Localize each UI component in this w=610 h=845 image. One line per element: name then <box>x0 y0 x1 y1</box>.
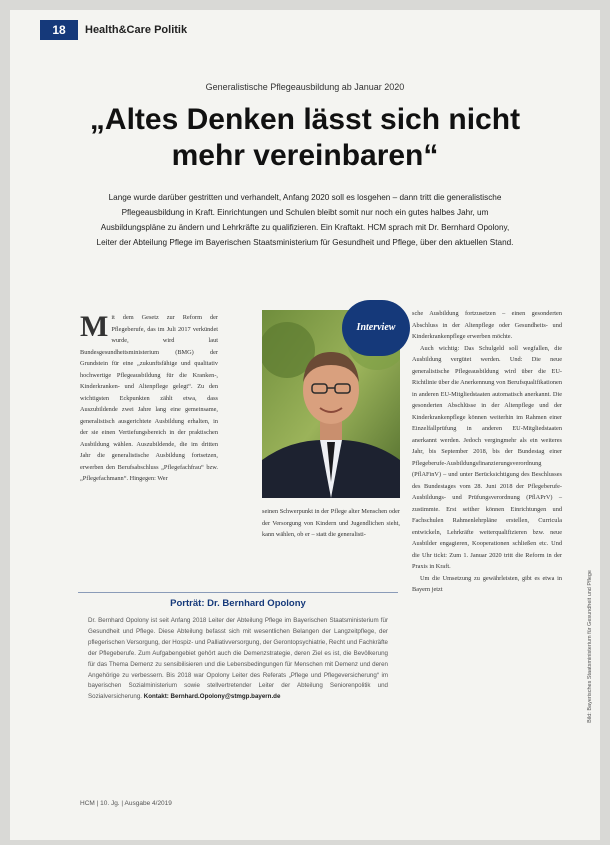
interview-badge: Interview <box>342 300 410 356</box>
article-lead: Lange wurde darüber gestritten und verhandelt, Anfang 2020 soll es losgehen – dann tritt die generalistische Pflegeausbildung in Kraft. Einrichtungen und Schulen bleibt somit nur noch ein gutes halbes Jahr, um Ausbildungspläne zu ändern und Lehrkräfte zu qualifizieren. Ein Kraftakt. HCM sprach mit Dr. Bernhard Opolony, Leiter der Abteilung Pflege im Bayerischen Staatsministerium für Gesundheit und Pflege, über den aktuellen Stand. <box>96 193 514 247</box>
column-3-paragraph: sche Ausbildung fortzusetzen – einen gesonderten Abschluss in der Altenpflege oder Gesundheits- und Kinderkrankenpflege erwerben möchte. <box>412 310 562 340</box>
body-column-3 <box>412 308 562 596</box>
body-column-2: seinen Schwerpunkt in der Pflege alter Menschen oder der Versorgung von Kindern und Jugendlichen sieht, kann wählen, ob er – statt die generalisti- <box>262 508 400 538</box>
portrait-title: Porträt: Dr. Bernhard Opolony <box>170 598 306 609</box>
portrait-text <box>88 616 388 703</box>
photo-credit: Bild: Bayerisches Staatsministerium für Gesundheit und Pflege <box>587 570 593 723</box>
magazine-page <box>10 10 600 840</box>
page-footer: HCM | 10. Jg. | Ausgabe 4/2019 <box>80 800 172 807</box>
drop-cap: M <box>80 310 109 343</box>
article-headline: „Altes Denken lässt sich nicht mehr vereinbaren“ <box>89 103 521 172</box>
page-header <box>10 10 600 42</box>
section-title: Health&Care Politik <box>85 24 188 36</box>
column-3-paragraph: Auch wichtig: Das Schulgeld soll wegfallen, die Ausbildung vergütet werden. Und: Die neue generalistische Pflegeausbildung wird über die EU-Richtlinie über die Anerkennung von Berufsqualifikationen in anderen EU-Mitgliedstaaten automatisch anerkannt. Die gesonderten Abschlüsse in der Altenpflege und der Kinderkrankenpflege können weiterhin im Rahmen einer Einzelfallprüfung in anderen EU-Mitgliedstaaten anerkannt werden. Jedoch vergingmehr als ein weiteres Jahr, bis September 2018, bis der Bundestag einer Pflegeberufe-Ausbildungsfinanzierungsverordnung (PflAFinV) – und unter Berücksichtigung des Beschlusses des Bundestages vom 28. Juni 2018 der Pflegeberufe-Ausbildungs- und Prüfungsverordnung (PflAPrV) – zustimmte. Erst seither können Einrichtungen und Fachschulen Rahmenlehrpläne erstellen, Curricula entwickeln, Lehrkräfte weiterqualifizieren bzw. neue Ausbilder engagieren, Kooperationen schließen etc. Und die Uhr tickt: Zum 1. Januar 2020 tritt die Reform in der Praxis in Kraft. <box>412 344 562 570</box>
contact-email[interactable]: Kontakt: Bernhard.Opolony@stmgp.bayern.de <box>143 693 281 701</box>
page-number: 18 <box>40 20 78 40</box>
column-3-paragraph: Um die Umsetzung zu gewährleisten, gibt es etwa in Bayern jetzt <box>412 574 562 593</box>
body-column-1 <box>80 312 218 485</box>
article-kicker: Generalistische Pflegeausbildung ab Januar 2020 <box>205 82 405 92</box>
column-1-text: it dem Gesetz zur Reform der Pflegeberufe, das im Juli 2017 verkündet wurde, wird laut Bundesgesundheitsministerium (BMG) der Grundstein für eine „zukunftsfähige und qualitativ hochwertige Pflegeausbildung für die Kranken-, Kinderkranken- und Altenpflege gelegt“. Zu den wichtigsten Eckpunkten zählt etwa, dass Auszubildende zwei Jahre lang eine gemeinsame, generalistisch ausgerichtete Ausbildung erhalten, in der sie einen Vertiefungsbereich in der praktischen Ausbildung wählen. Auszubildende, die im dritten Jahr die generalistische Ausbildung fortsetzen, erwerben den Berufsabschluss „Pflegefachfrau“ bzw. „Pflegefachmann“. Hingegen: Wer <box>80 314 218 482</box>
portrait-body: Dr. Bernhard Opolony ist seit Anfang 2018 Leiter der Abteilung Pflege im Bayerischen Staatsministerium für Gesundheit und Pflege. Diese Abteilung befasst sich mit wesentlichen Belangen der Langzeitpflege, der pflegerischen Versorgung, der Hospiz- und Palliativversorgung, der Gerontopsychiatrie, Recht und Fachkräfte der Pflegeberufe. Zum Aufgabengebiet gehört auch die Demenzstrategie, deren Ziel es ist, die Bevölkerung für das Thema Demenz zu sensibilisieren und die Lebensbedingungen für Menschen mit Demenz und deren Angehörige zu verbessern. Bis 2018 war Opolony Leiter des Referats „Pflege und Pflegeversicherung“ im bayerischen Sozialministerium sowie stellvertretender Leiter der Abteilung Seniorenpolitik und Sozialversicherung. <box>88 617 388 701</box>
